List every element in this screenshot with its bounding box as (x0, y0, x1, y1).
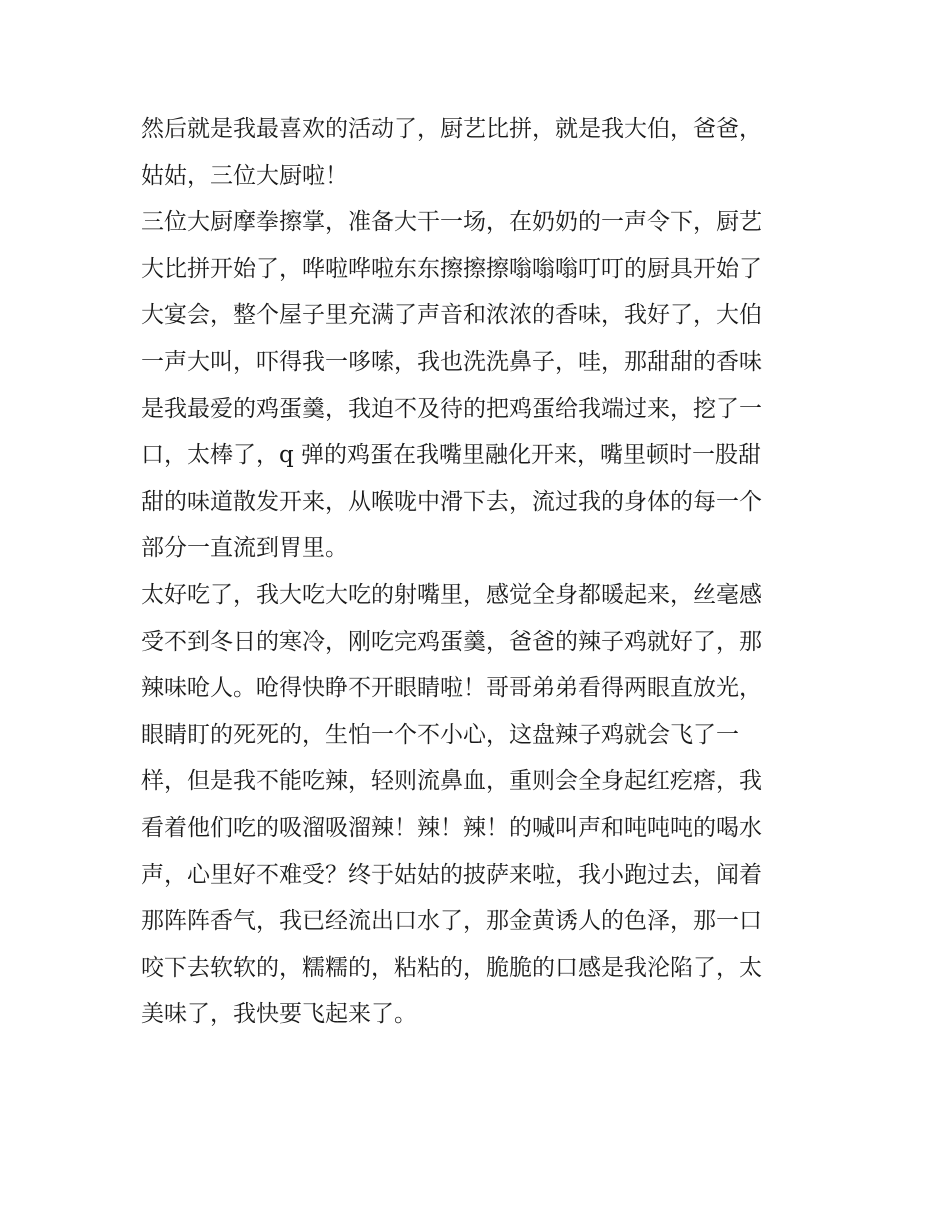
text-line-10: 部分一直流到胃里。 (141, 535, 348, 562)
text-line-4: 大比拼开始了，哗啦哗啦东东擦擦擦嗡嗡嗡叮叮的厨具开始了 (141, 255, 762, 282)
text-line-20: 美味了，我快要飞起来了。 (141, 1001, 417, 1028)
text-line-14: 眼睛盯的死死的，生怕一个不小心，这盘辣子鸡就会飞了一 (141, 721, 739, 748)
essay-text (141, 106, 821, 1038)
text-line-19: 咬下去软软的，糯糯的，粘粘的，脆脆的口感是我沦陷了，太 (141, 954, 762, 981)
text-line-2: 姑姑，三位大厨啦！ (141, 162, 348, 189)
text-line-6: 一声大叫，吓得我一哆嗦，我也洗洗鼻子，哇，那甜甜的香味 (141, 348, 762, 375)
text-line-16: 看着他们吃的吸溜吸溜辣！辣！辣！的喊叫声和吨吨吨的喝水 (141, 814, 762, 841)
text-line-9: 甜的味道散发开来，从喉咙中滑下去，流过我的身体的每一个 (141, 488, 762, 515)
text-line-3: 三位大厨摩拳擦掌，准备大干一场，在奶奶的一声令下，厨艺 (141, 209, 762, 236)
text-line-11: 太好吃了，我大吃大吃的射嘴里，感觉全身都暖起来，丝毫感 (141, 581, 762, 608)
text-line-1: 然后就是我最喜欢的活动了，厨艺比拼，就是我大伯，爸爸， (141, 116, 762, 142)
text-line-5: 大宴会，整个屋子里充满了声音和浓浓的香味，我好了，大伯 (141, 302, 762, 329)
text-line-15: 样，但是我不能吃辣，轻则流鼻血，重则会全身起红疙瘩，我 (141, 768, 762, 795)
text-line-18: 那阵阵香气，我已经流出口水了，那金黄诱人的色泽，那一口 (141, 908, 762, 935)
text-line-7: 是我最爱的鸡蛋羹，我迫不及待的把鸡蛋给我端过来，挖了一 (141, 395, 762, 422)
text-line-12: 受不到冬日的寒冷，刚吃完鸡蛋羹，爸爸的辣子鸡就好了，那 (141, 628, 762, 655)
text-line-13: 辣味呛人。呛得快睁不开眼睛啦！哥哥弟弟看得两眼直放光， (141, 675, 762, 702)
text-line-8: 口，太棒了，q 弹的鸡蛋在我嘴里融化开来，嘴里顿时一股甜 (141, 442, 762, 469)
text-line-17: 声，心里好不难受？终于姑姑的披萨来啦，我小跑过去，闻着 (141, 861, 762, 888)
